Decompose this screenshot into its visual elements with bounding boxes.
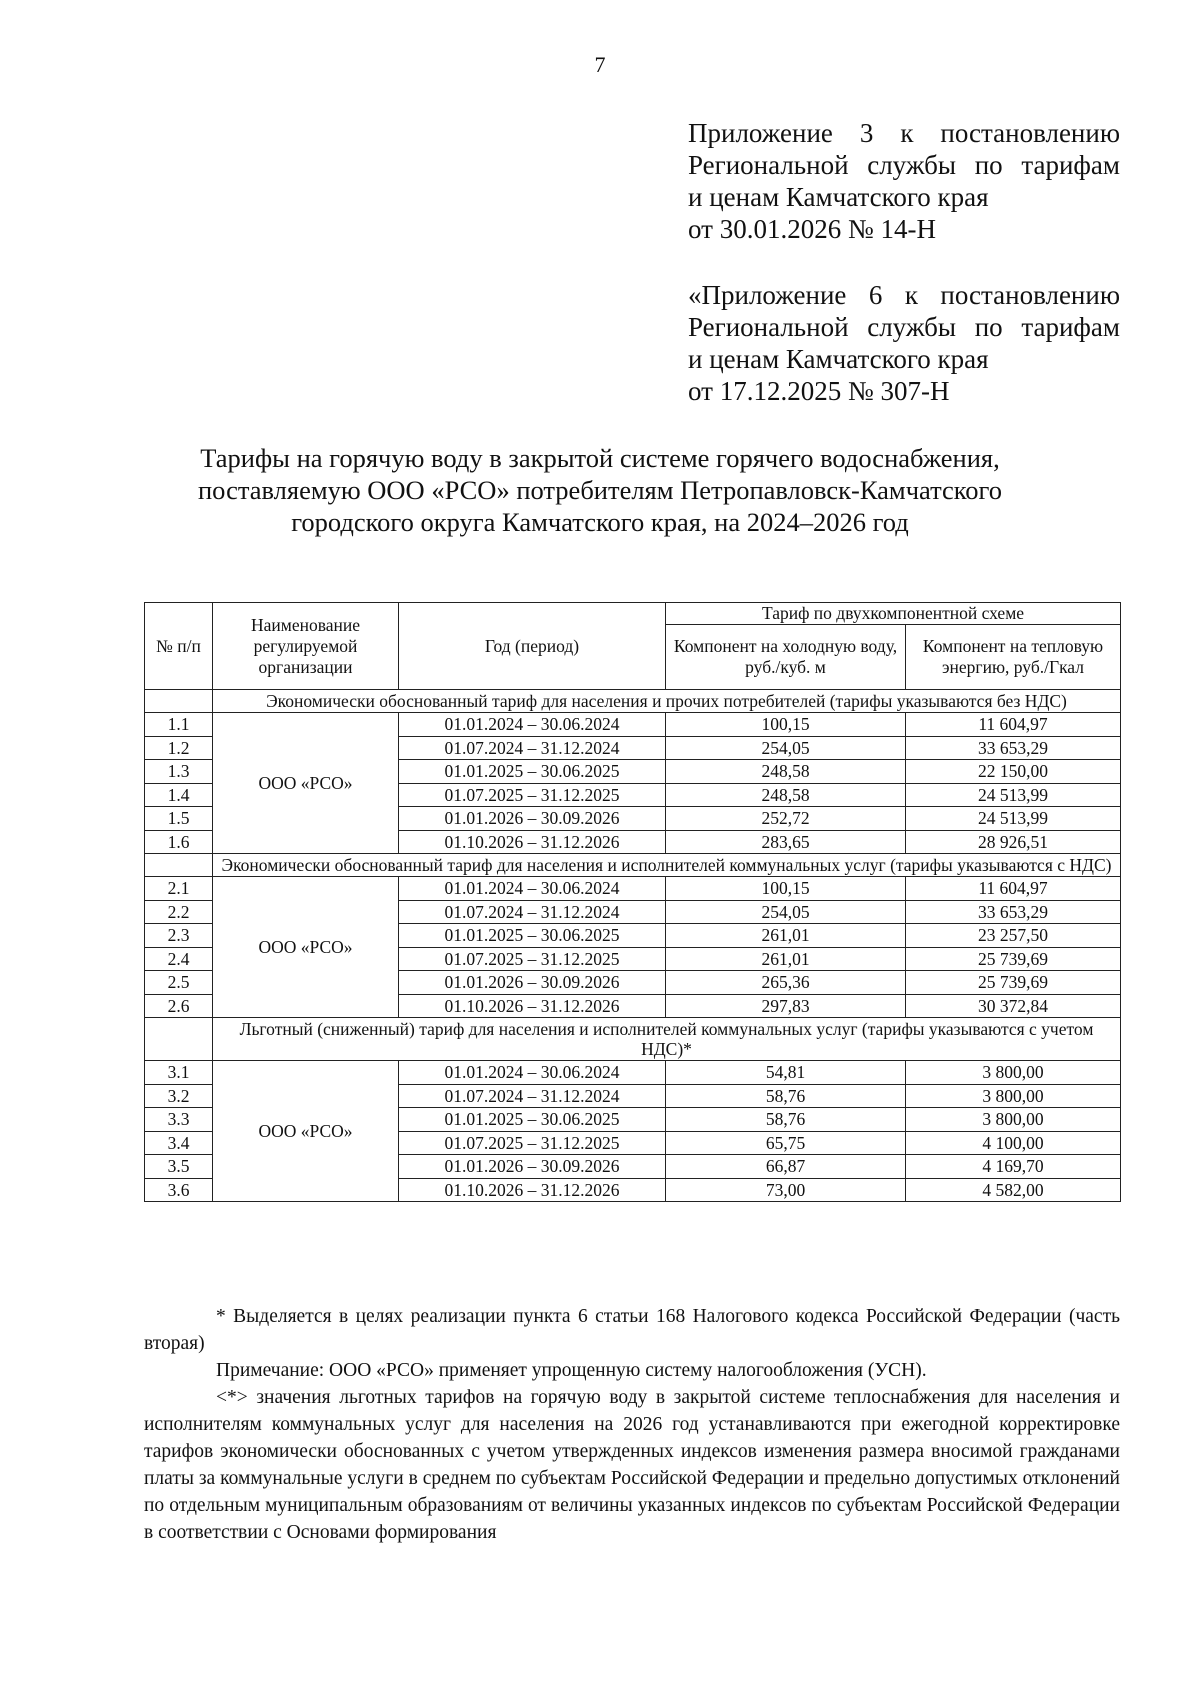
row-period: 01.07.2025 – 31.12.2025 <box>399 783 666 807</box>
row-cold-water: 283,65 <box>666 830 906 854</box>
row-cold-water: 65,75 <box>666 1131 906 1155</box>
row-period: 01.01.2024 – 30.06.2024 <box>399 713 666 737</box>
appendix-quoted <box>688 279 1120 407</box>
row-heat-energy: 3 800,00 <box>906 1108 1121 1132</box>
title-line: поставляемую ООО «РСО» потребителям Петропавловск-Камчатского <box>197 475 1003 505</box>
row-heat-energy: 4 100,00 <box>906 1131 1121 1155</box>
row-period: 01.07.2025 – 31.12.2025 <box>399 947 666 971</box>
row-period: 01.01.2026 – 30.09.2026 <box>399 807 666 831</box>
row-cold-water: 261,01 <box>666 924 906 948</box>
row-heat-energy: 23 257,50 <box>906 924 1121 948</box>
tariff-table <box>144 602 1121 1202</box>
row-num: 2.1 <box>145 877 213 901</box>
row-num: 1.4 <box>145 783 213 807</box>
header-org: Наименование регулируемой организации <box>213 603 399 690</box>
row-num: 1.1 <box>145 713 213 737</box>
row-heat-energy: 24 513,99 <box>906 783 1121 807</box>
page-number: 7 <box>594 52 606 77</box>
header-cold-water: Компонент на холодную воду, руб./куб. м <box>666 625 906 690</box>
row-heat-energy: 4 169,70 <box>906 1155 1121 1179</box>
table-row <box>145 1061 1121 1085</box>
row-cold-water: 58,76 <box>666 1084 906 1108</box>
row-period: 01.07.2024 – 31.12.2024 <box>399 1084 666 1108</box>
row-cold-water: 100,15 <box>666 877 906 901</box>
row-period: 01.01.2026 – 30.09.2026 <box>399 1155 666 1179</box>
row-cold-water: 66,87 <box>666 1155 906 1179</box>
section-num-cell <box>145 1018 213 1061</box>
title-line: Тарифы на горячую воду в закрытой системе горячего водоснабжения, <box>200 443 1000 473</box>
row-heat-energy: 24 513,99 <box>906 807 1121 831</box>
notes <box>144 1303 1120 1546</box>
row-heat-energy: 28 926,51 <box>906 830 1121 854</box>
appendix-header-line: и ценам Камчатского края <box>688 182 989 212</box>
title-line: городского округа Камчатского края, на 2024–2026 год <box>291 507 909 537</box>
row-heat-energy: 11 604,97 <box>906 877 1121 901</box>
row-heat-energy: 25 739,69 <box>906 947 1121 971</box>
row-cold-water: 297,83 <box>666 994 906 1018</box>
org-name: ООО «РСО» <box>213 713 399 854</box>
org-name: ООО «РСО» <box>213 877 399 1018</box>
table-body <box>145 690 1121 1202</box>
row-num: 3.2 <box>145 1084 213 1108</box>
row-period: 01.10.2026 – 31.12.2026 <box>399 994 666 1018</box>
row-heat-energy: 3 800,00 <box>906 1084 1121 1108</box>
footnote: * Выделяется в целях реализации пункта 6 статьи 168 Налогового кодекса Российской Федерации (часть вторая) <box>144 1306 1120 1354</box>
row-num: 3.6 <box>145 1178 213 1202</box>
remark: Примечание: ООО «РСО» применяет упрощенную систему налогообложения (УСН). <box>216 1360 927 1381</box>
row-heat-energy: 3 800,00 <box>906 1061 1121 1085</box>
row-heat-energy: 30 372,84 <box>906 994 1121 1018</box>
row-num: 2.2 <box>145 900 213 924</box>
section-row <box>145 690 1121 713</box>
section-title: Экономически обоснованный тариф для населения и прочих потребителей (тарифы указываются без НДС) <box>213 690 1121 713</box>
row-num: 3.1 <box>145 1061 213 1085</box>
table-row <box>145 713 1121 737</box>
header-two-part: Тариф по двухкомпонентной схеме <box>666 603 1121 625</box>
appendix-header-line: Региональной службы по тарифам <box>688 150 1120 180</box>
row-cold-water: 265,36 <box>666 971 906 995</box>
row-num: 3.5 <box>145 1155 213 1179</box>
section-row <box>145 1018 1121 1061</box>
section-title: Экономически обоснованный тариф для населения и исполнителей коммунальных услуг (тарифы указываются с НДС) <box>213 854 1121 877</box>
row-period: 01.10.2026 – 31.12.2026 <box>399 1178 666 1202</box>
row-period: 01.01.2024 – 30.06.2024 <box>399 877 666 901</box>
section-title: Льготный (сниженный) тариф для населения и исполнителей коммунальных услуг (тарифы указываются с учетом НДС)* <box>213 1018 1121 1061</box>
row-period: 01.01.2024 – 30.06.2024 <box>399 1061 666 1085</box>
row-heat-energy: 22 150,00 <box>906 760 1121 784</box>
row-num: 3.4 <box>145 1131 213 1155</box>
row-period: 01.01.2025 – 30.06.2025 <box>399 924 666 948</box>
appendix-header-line: от 30.01.2026 № 14-Н <box>688 214 936 244</box>
row-cold-water: 54,81 <box>666 1061 906 1085</box>
appendix-quoted-line: «Приложение 6 к постановлению <box>688 280 1120 310</box>
row-num: 1.3 <box>145 760 213 784</box>
paragraph: <*> значения льготных тарифов на горячую воду в закрытой системе теплоснабжения для населения и исполнителям коммунальных услуг для населения на 2026 год устанавливаются при ежегодной корректировке тарифов экономически обоснованных с учетом утвержденных индексов изменения размера вносимой гражданами платы за коммунальные услуги в среднем по субъектам Российской Федерации и предельно допустимых отклонений по отдельным муниципальным образованиям от величины указанных индексов по субъектам Российской Федерации в соответствии с Основами формирования <box>144 1387 1120 1543</box>
row-cold-water: 252,72 <box>666 807 906 831</box>
section-row <box>145 854 1121 877</box>
row-heat-energy: 11 604,97 <box>906 713 1121 737</box>
row-num: 2.5 <box>145 971 213 995</box>
row-num: 2.4 <box>145 947 213 971</box>
row-period: 01.07.2024 – 31.12.2024 <box>399 900 666 924</box>
row-heat-energy: 4 582,00 <box>906 1178 1121 1202</box>
row-period: 01.07.2025 – 31.12.2025 <box>399 1131 666 1155</box>
header-heat-energy: Компонент на тепловую энергию, руб./Гкал <box>906 625 1121 690</box>
row-cold-water: 248,58 <box>666 783 906 807</box>
table-row <box>145 877 1121 901</box>
row-period: 01.01.2025 – 30.06.2025 <box>399 1108 666 1132</box>
row-cold-water: 73,00 <box>666 1178 906 1202</box>
appendix-header-line: Приложение 3 к постановлению <box>688 118 1120 148</box>
row-heat-energy: 25 739,69 <box>906 971 1121 995</box>
appendix-quoted-line: от 17.12.2025 № 307-Н <box>688 376 950 406</box>
header-num: № п/п <box>145 603 213 690</box>
header-period: Год (период) <box>399 603 666 690</box>
section-num-cell <box>145 690 213 713</box>
appendix-header <box>688 117 1120 245</box>
appendix-quoted-line: Региональной службы по тарифам <box>688 312 1120 342</box>
row-num: 3.3 <box>145 1108 213 1132</box>
row-num: 1.5 <box>145 807 213 831</box>
row-heat-energy: 33 653,29 <box>906 736 1121 760</box>
row-cold-water: 248,58 <box>666 760 906 784</box>
row-num: 1.2 <box>145 736 213 760</box>
row-period: 01.01.2026 – 30.09.2026 <box>399 971 666 995</box>
appendix-quoted-line: и ценам Камчатского края <box>688 344 989 374</box>
row-cold-water: 100,15 <box>666 713 906 737</box>
row-cold-water: 254,05 <box>666 736 906 760</box>
row-cold-water: 254,05 <box>666 900 906 924</box>
row-period: 01.01.2025 – 30.06.2025 <box>399 760 666 784</box>
row-heat-energy: 33 653,29 <box>906 900 1121 924</box>
row-num: 2.3 <box>145 924 213 948</box>
section-num-cell <box>145 854 213 877</box>
row-period: 01.07.2024 – 31.12.2024 <box>399 736 666 760</box>
row-num: 1.6 <box>145 830 213 854</box>
row-cold-water: 58,76 <box>666 1108 906 1132</box>
document-title <box>120 442 1080 538</box>
row-cold-water: 261,01 <box>666 947 906 971</box>
row-num: 2.6 <box>145 994 213 1018</box>
org-name: ООО «РСО» <box>213 1061 399 1202</box>
row-period: 01.10.2026 – 31.12.2026 <box>399 830 666 854</box>
